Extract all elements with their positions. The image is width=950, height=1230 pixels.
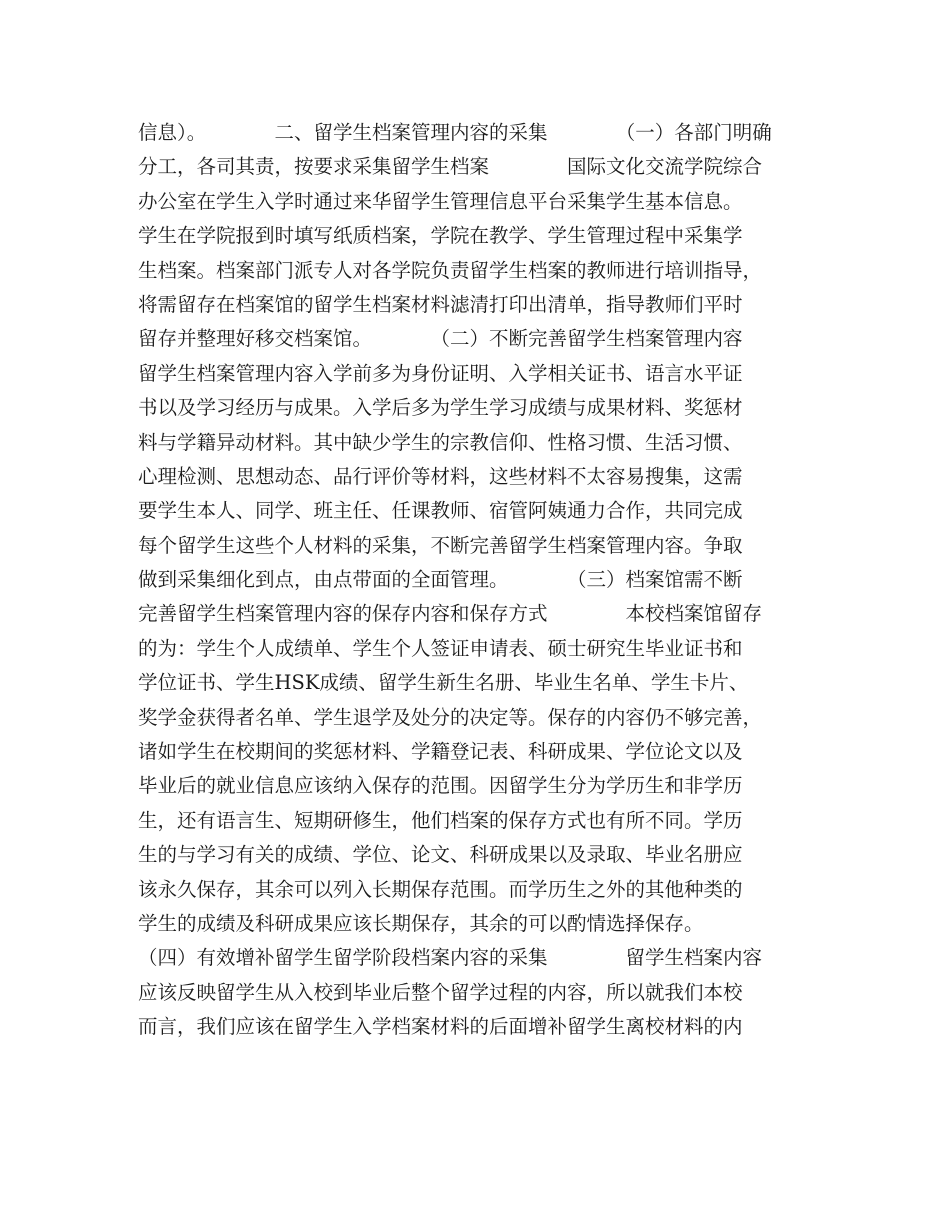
text-line: 要学生本人、同学、班主任、任课教师、宿管阿姨通力合作，共同完成 bbox=[138, 499, 743, 523]
text-line: 书以及学习经历与成果。入学后多为学生学习成绩与成果材料、奖惩材 bbox=[138, 396, 743, 420]
text-line: 该永久保存，其余可以列入长期保存范围。而学历生之外的其他种类的 bbox=[138, 877, 743, 901]
text-line: 应该反映留学生从入校到毕业后整个留学过程的内容，所以就我们本校 bbox=[138, 980, 743, 1004]
text-line: 学生的成绩及科研成果应该长期保存，其余的可以酌情选择保存。 bbox=[138, 911, 704, 935]
text-line: 学位证书、学生HSK成绩、留学生新生名册、毕业生名单、学生卡片、 bbox=[138, 671, 749, 695]
body-text bbox=[138, 116, 828, 1045]
text-line: 诸如学生在校期间的奖惩材料、学籍登记表、科研成果、学位论文以及 bbox=[138, 740, 743, 764]
text-line: 留学生档案管理内容入学前多为身份证明、入学相关证书、语言水平证 bbox=[138, 361, 743, 385]
text-line: 每个留学生这些个人材料的采集，不断完善留学生档案管理内容。争取 bbox=[138, 533, 743, 557]
text-line: 信息）。 二、留学生档案管理内容的采集 （一）各部门明确 bbox=[138, 121, 772, 144]
text-line: 学生在学院报到时填写纸质档案，学院在教学、学生管理过程中采集学 bbox=[138, 224, 743, 248]
text-line: 留存并整理好移交档案馆。 （二）不断完善留学生档案管理内容 bbox=[138, 327, 743, 351]
text-line: 办公室在学生入学时通过来华留学生管理信息平台采集学生基本信息。 bbox=[138, 189, 743, 213]
text-line: 分工，各司其责，按要求采集留学生档案 国际文化交流学院综合 bbox=[138, 155, 763, 179]
text-line: 做到采集细化到点，由点带面的全面管理。 （三）档案馆需不断 bbox=[138, 568, 743, 592]
text-line: 料与学籍异动材料。其中缺少学生的宗教信仰、性格习惯、生活习惯、 bbox=[138, 430, 743, 454]
text-line: 生，还有语言生、短期研修生，他们档案的保存方式也有所不同。学历 bbox=[138, 808, 743, 832]
text-line: 奖学金获得者名单、学生退学及处分的决定等。保存的内容仍不够完善， bbox=[138, 705, 763, 729]
text-line: 将需留存在档案馆的留学生档案材料滤清打印出清单，指导教师们平时 bbox=[138, 292, 743, 316]
text-line: 生的与学习有关的成绩、学位、论文、科研成果以及录取、毕业名册应 bbox=[138, 843, 743, 867]
text-line: 毕业后的就业信息应该纳入保存的范围。因留学生分为学历生和非学历 bbox=[138, 774, 743, 798]
text-line: 生档案。档案部门派专人对各学院负责留学生档案的教师进行培训指导， bbox=[138, 258, 763, 282]
text-line: 完善留学生档案管理内容的保存内容和保存方式 本校档案馆留存 bbox=[138, 602, 763, 626]
text-line: 心理检测、思想动态、品行评价等材料，这些材料不太容易搜集，这需 bbox=[138, 464, 743, 488]
text-line: 而言，我们应该在留学生入学档案材料的后面增补留学生离校材料的内 bbox=[138, 1015, 743, 1039]
text-line: （四）有效增补留学生留学阶段档案内容的采集 留学生档案内容 bbox=[138, 946, 763, 970]
text-line: 的为：学生个人成绩单、学生个人签证申请表、硕士研究生毕业证书和 bbox=[138, 636, 743, 660]
